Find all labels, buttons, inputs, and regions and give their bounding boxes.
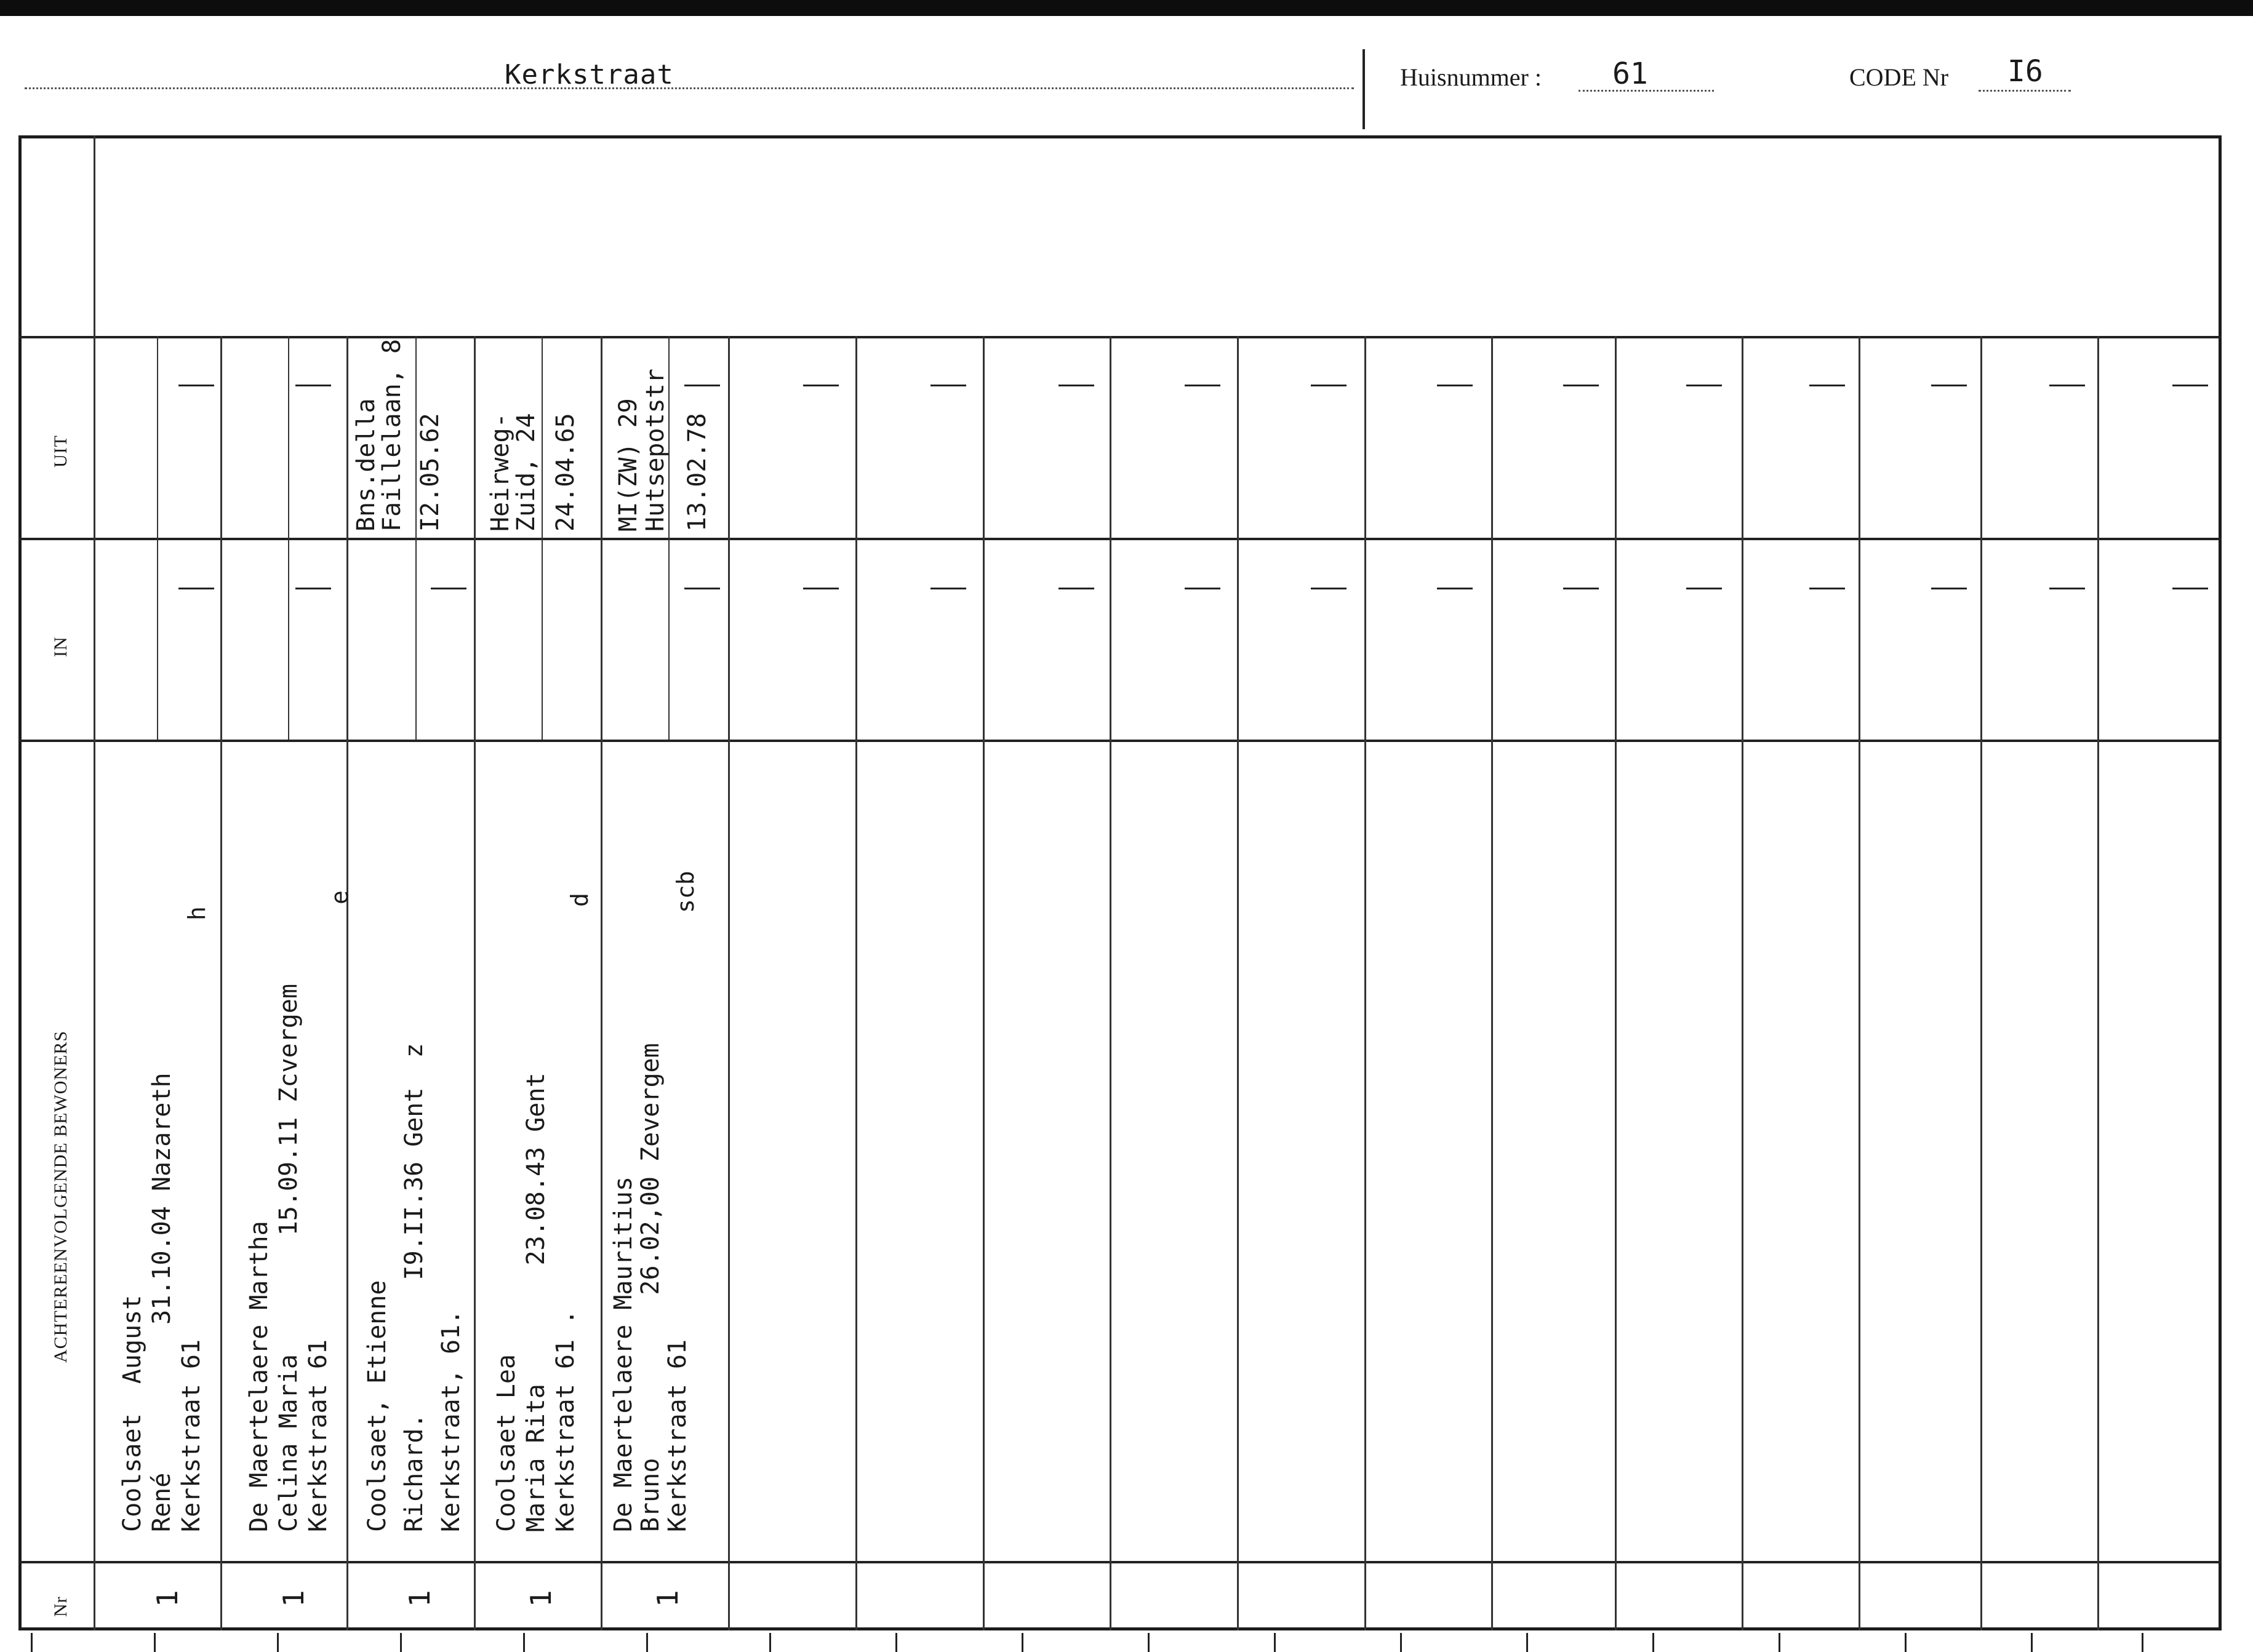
resident-4-uit-place: Heirweg- <box>486 413 514 532</box>
empty-dash <box>803 588 839 589</box>
resident-2-address: Kerkstraat 61 <box>304 1339 332 1532</box>
huisnummer-value: 61 <box>1612 57 1648 91</box>
bottom-tick <box>2142 1633 2143 1652</box>
resident-3-name: Coolsaet, Etienne <box>363 1280 391 1532</box>
empty-dash <box>2049 588 2085 589</box>
empty-dash <box>178 588 214 589</box>
resident-1-birth: René 31.10.04 Nazareth <box>148 1072 176 1532</box>
sub-column-divider <box>157 336 158 740</box>
resident-5-uit-street: Hutsepotstr <box>641 369 670 532</box>
resident-2-mark: e <box>326 890 353 904</box>
empty-dash <box>2049 385 2085 386</box>
resident-1-mark: h <box>183 906 210 920</box>
column-divider <box>1110 336 1111 1630</box>
resident-4-nr: 1 <box>524 1590 558 1607</box>
column-divider <box>220 336 222 1630</box>
bottom-tick <box>154 1633 156 1652</box>
label-column-divider <box>94 135 95 1630</box>
resident-1-name: Coolsaet August <box>118 1295 146 1532</box>
bottom-tick <box>895 1633 897 1652</box>
empty-dash <box>178 385 214 386</box>
resident-3-uit-place: Bns.della <box>352 398 380 532</box>
empty-dash <box>930 385 966 386</box>
resident-5-address: Kerkstraat 61 <box>663 1339 692 1532</box>
bottom-tick <box>400 1633 402 1652</box>
rule-in-bewoners <box>18 740 2222 742</box>
resident-5-name: De Maertelaere Mauritius <box>609 1176 638 1532</box>
resident-1-address: Kerkstraat 61 <box>177 1339 206 1532</box>
bottom-tick <box>1274 1633 1276 1652</box>
column-divider <box>1980 336 1982 1630</box>
empty-dash <box>1437 385 1473 386</box>
bottom-tick <box>31 1633 33 1652</box>
column-divider <box>728 336 730 1630</box>
column-divider <box>1491 336 1493 1630</box>
resident-5-nr: 1 <box>651 1590 684 1607</box>
empty-dash <box>295 588 331 589</box>
nr-label: Nr <box>50 1596 71 1617</box>
top-scan-border <box>0 0 2253 16</box>
empty-dash <box>1058 385 1094 386</box>
resident-4-uit-street: Zuid, 24 <box>512 413 540 532</box>
resident-3-uit-date: I2.05.62 <box>416 413 444 532</box>
header-separator <box>1363 49 1365 129</box>
resident-5-birth: Bruno 26.02,00 Zevergem <box>636 1043 665 1532</box>
empty-dash <box>1563 588 1599 589</box>
empty-dash <box>295 385 331 386</box>
column-divider <box>1742 336 1743 1630</box>
register-frame <box>18 135 2222 1630</box>
empty-dash <box>684 588 720 589</box>
bottom-tick <box>277 1633 279 1652</box>
column-divider <box>1364 336 1366 1630</box>
resident-4-address: Kerkstraat 61 . <box>551 1309 580 1532</box>
resident-3-address: Kerkstraat, 61. <box>437 1309 465 1532</box>
resident-2-birth: Celina Maria 15.09.11 Zcvergem <box>274 983 303 1532</box>
resident-5-uit-place: MI(ZW) 29 <box>614 398 642 532</box>
column-divider <box>1615 336 1617 1630</box>
empty-dash <box>1185 588 1220 589</box>
bottom-tick <box>1652 1633 1654 1652</box>
resident-4-mark: d <box>566 893 593 907</box>
bottom-tick <box>769 1633 771 1652</box>
resident-1-nr: 1 <box>151 1590 184 1607</box>
sub-column-divider <box>415 336 417 740</box>
resident-3-uit-street: Faillelaan, 8 <box>378 338 406 532</box>
empty-dash <box>1311 588 1347 589</box>
empty-dash <box>1058 588 1094 589</box>
code-dotline <box>1979 90 2071 92</box>
column-divider <box>855 336 857 1630</box>
column-divider <box>2097 336 2099 1630</box>
resident-5-uit-date: 13.02.78 <box>683 413 711 532</box>
rule-uit-in <box>18 538 2222 540</box>
code-label: CODE Nr <box>1849 63 1949 91</box>
empty-dash <box>930 588 966 589</box>
column-divider <box>346 336 348 1630</box>
empty-dash <box>1931 588 1967 589</box>
in-label: IN <box>50 636 71 657</box>
resident-2-name: De Maertelaere Martha <box>245 1221 273 1532</box>
sub-column-divider <box>288 336 289 740</box>
sub-column-divider <box>542 336 543 740</box>
empty-dash <box>1809 588 1845 589</box>
column-divider <box>601 336 602 1630</box>
code-value: I6 <box>2007 54 2043 89</box>
empty-dash <box>1931 385 1967 386</box>
bottom-tick <box>1779 1633 1780 1652</box>
empty-dash <box>1311 385 1347 386</box>
empty-dash <box>431 588 466 589</box>
bottom-tick <box>646 1633 648 1652</box>
column-divider <box>983 336 985 1630</box>
bottom-tick <box>1148 1633 1150 1652</box>
resident-5-mark: scb <box>672 871 699 913</box>
rule-top-uit <box>18 336 2222 338</box>
resident-3-birth: Richard. I9.II.36 Gent z <box>400 1043 428 1532</box>
bottom-tick <box>1400 1633 1402 1652</box>
empty-dash <box>1563 385 1599 386</box>
resident-2-nr: 1 <box>277 1590 310 1607</box>
street-dotline <box>25 87 1354 89</box>
empty-dash <box>2172 588 2208 589</box>
empty-dash <box>1686 385 1722 386</box>
column-divider <box>1237 336 1239 1630</box>
bottom-tick <box>1905 1633 1907 1652</box>
huisnummer-label: Huisnummer : <box>1400 63 1542 91</box>
resident-3-nr: 1 <box>403 1590 436 1607</box>
column-divider <box>474 336 476 1630</box>
resident-4-uit-date: 24.04.65 <box>551 413 580 532</box>
resident-4-name: Coolsaet Lea <box>492 1354 521 1532</box>
bottom-tick <box>2031 1633 2033 1652</box>
rule-bewoners-nr <box>18 1561 2222 1563</box>
bottom-tick <box>523 1633 525 1652</box>
empty-dash <box>1809 385 1845 386</box>
empty-dash <box>1437 588 1473 589</box>
bottom-tick <box>1526 1633 1528 1652</box>
bottom-tick <box>1022 1633 1023 1652</box>
resident-4-birth: Maria Rita 23.08.43 Gent <box>522 1072 550 1532</box>
empty-dash <box>1185 385 1220 386</box>
empty-dash <box>1686 588 1722 589</box>
empty-dash <box>803 385 839 386</box>
bewoners-label: ACHTEREENVOLGENDE BEWONERS <box>50 1030 71 1363</box>
empty-dash <box>2172 385 2208 386</box>
uit-label: UIT <box>50 435 71 468</box>
street-name: Kerkstraat <box>505 59 674 90</box>
column-divider <box>1859 336 1860 1630</box>
empty-dash <box>684 385 720 386</box>
